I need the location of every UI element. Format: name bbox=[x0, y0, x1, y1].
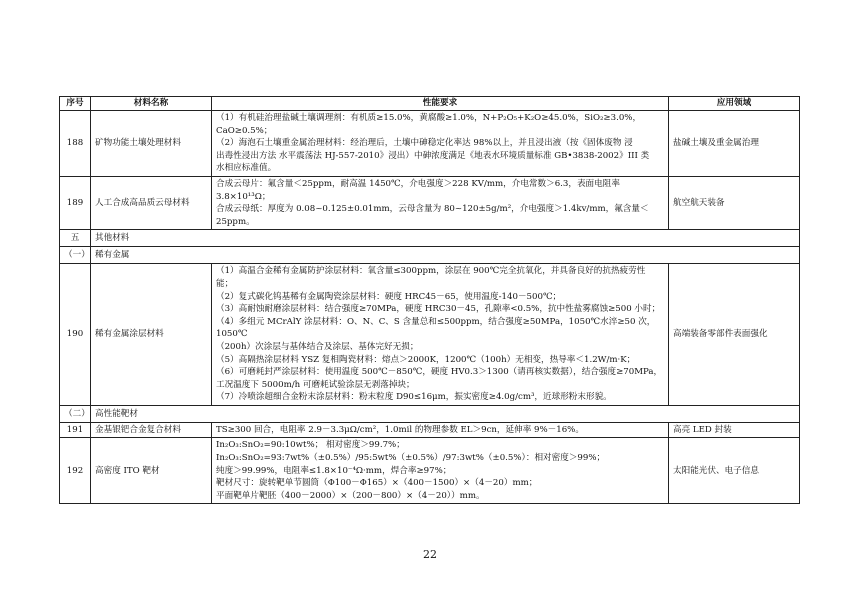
perf-line: （1）有机硅治理盐碱土壤调理剂：有机质≥15.0%，黄腐酸≥1.0%，N+P₂O₅+K₂O≥45.0%，SiO₂≥3.0%，CaO≥0.5%； bbox=[216, 113, 642, 136]
row-performance bbox=[212, 438, 669, 504]
perf-line: （200h）次涂层与基体结合及涂层、基体完好无损； bbox=[216, 341, 419, 352]
subsection-num: （二） bbox=[60, 405, 91, 422]
row-application: 太阳能光伏、电子信息 bbox=[669, 438, 800, 504]
subsection-row bbox=[60, 247, 800, 264]
perf-line: 合成云母纸：厚度为 0.08~0.125±0.01mm，云母含量为 80~120±5g/m²，介电强度＞1.4kv/mm，氟含量＜25ppm。 bbox=[216, 204, 649, 227]
perf-line: 合成云母片：氟含量＜25ppm，耐高温 1450℃，介电强度＞228 KV/mm，介电常数＞6.3，表面电阻率 3.8×10¹³Ω； bbox=[216, 178, 620, 202]
row-name: 稀有金属涂层材料 bbox=[91, 264, 212, 406]
page-number: 22 bbox=[423, 548, 437, 561]
row-num: 190 bbox=[60, 264, 91, 406]
table-row bbox=[60, 438, 800, 504]
subsection-row bbox=[60, 405, 800, 422]
perf-line: （5）高隔热涂层材料 YSZ 复相陶瓷材料：熔点＞2000K，1200℃（100h）无相变，热导率＜1.2W/m·K； bbox=[216, 354, 636, 365]
table-header-row bbox=[60, 97, 800, 111]
row-application: 高亮 LED 封装 bbox=[669, 422, 800, 438]
header-application: 应用领域 bbox=[669, 97, 800, 111]
table-row bbox=[60, 176, 800, 229]
perf-line: 工况温度下 5000m/h 可磨耗试验涂层无剥落掉块； bbox=[216, 379, 415, 390]
table-row bbox=[60, 264, 800, 406]
perf-line: （2）复式碳化钨基稀有金属陶瓷涂层材料：硬度 HRC45－65，使用温度-140－500℃； bbox=[216, 291, 562, 302]
row-num: 192 bbox=[60, 438, 91, 504]
perf-line: （3）高耐蚀耐磨涂层材料：结合强度≥70MPa，硬度 HRC30－45，孔隙率<0.5%，抗中性盐雾腐蚀≥500 小时； bbox=[216, 304, 661, 315]
perf-line: （6）可磨耗封严涂层材料：使用温度 500℃－850℃，硬度 HV0.3＞1300（请再核实数据），结合强度≥70MPa， bbox=[216, 367, 663, 378]
perf-line: 靶材尺寸：旋转靶单节圆筒（Φ100－Φ165）×（400－1500）×（4－20）mm； bbox=[216, 478, 538, 489]
perf-line: 纯度＞99.99%，电阻率≤1.8×10⁻⁴Ω·mm，焊合率≥97%； bbox=[216, 465, 452, 476]
perf-line: In₂O₃:SnO₂=93:7wt%（±0.5%）/95:5wt%（±0.5%）/97:3wt%（±0.5%）：相对密度＞99%； bbox=[216, 453, 606, 464]
perf-line: 水相应标准值。 bbox=[216, 163, 277, 174]
row-num: 188 bbox=[60, 111, 91, 177]
perf-line: （1）高温合金稀有金属防护涂层材料：氧含量≤300ppm，涂层在 900℃完全抗氧化，并具备良好的抗热疲劳性 bbox=[216, 266, 646, 277]
section-row bbox=[60, 230, 800, 247]
perf-line: TS≥300 回合，电阻率 2.9－3.3μΩ/cm²，1.0mil 的物理参数 EL＞9cn，延伸率 9%－16%。 bbox=[216, 424, 584, 435]
header-num: 序号 bbox=[60, 97, 91, 111]
section-title: 其他材料 bbox=[91, 230, 800, 247]
row-name: 高密度 ITO 靶材 bbox=[91, 438, 212, 504]
header-performance: 性能要求 bbox=[212, 97, 669, 111]
table-row bbox=[60, 111, 800, 177]
perf-line: （7）冷喷涂超细合金粉末涂层材料：粉末粒度 D90≤16μm，振实密度≥4.0g/cm³，近球形粉末形貌。 bbox=[216, 392, 612, 403]
row-application: 盐碱土壤及重金属治理 bbox=[669, 111, 800, 177]
row-name: 金基银钯合金复合材料 bbox=[91, 422, 212, 438]
subsection-title: 高性能靶材 bbox=[91, 405, 800, 422]
header-name: 材料名称 bbox=[91, 97, 212, 111]
perf-line: 出毒性浸出方法 水平震荡法 HJ-557-2010》浸出）中砷浓度满足《地表水环境质量标准 GB•3838-2002》III 类 bbox=[216, 150, 650, 161]
perf-line: 能； bbox=[216, 278, 234, 289]
perf-line: （4）多组元 MCrAlY 涂层材料：O、N、C、S 含量总和≤500ppm，结合强度≥50MPa，1050℃水淬≥50 次，1050℃ bbox=[216, 316, 656, 340]
subsection-num: （一） bbox=[60, 247, 91, 264]
row-performance bbox=[212, 111, 669, 177]
perf-line: （2）海泡石土壤重金属治理材料：经治理后，土壤中砷稳定化率达 98%以上，并且浸出液（按《固体废物 浸 bbox=[216, 138, 633, 149]
table-row bbox=[60, 422, 800, 438]
row-performance bbox=[212, 176, 669, 229]
row-name: 矿物功能土壤处理材料 bbox=[91, 111, 212, 177]
row-num: 191 bbox=[60, 422, 91, 438]
row-application: 高端装备零部件表面强化 bbox=[669, 264, 800, 406]
perf-line: 平面靶单片靶胚（400－2000）×（200－800）×（4－20））mm。 bbox=[216, 490, 485, 501]
subsection-title: 稀有金属 bbox=[91, 247, 800, 264]
row-name: 人工合成高品质云母材料 bbox=[91, 176, 212, 229]
row-performance bbox=[212, 422, 669, 438]
row-num: 189 bbox=[60, 176, 91, 229]
perf-line: In₂O₃:SnO₂=90:10wt%； 相对密度＞99.7%； bbox=[216, 440, 405, 451]
materials-table bbox=[59, 96, 800, 504]
row-application: 航空航天装备 bbox=[669, 176, 800, 229]
row-performance bbox=[212, 264, 669, 406]
section-num: 五 bbox=[60, 230, 91, 247]
